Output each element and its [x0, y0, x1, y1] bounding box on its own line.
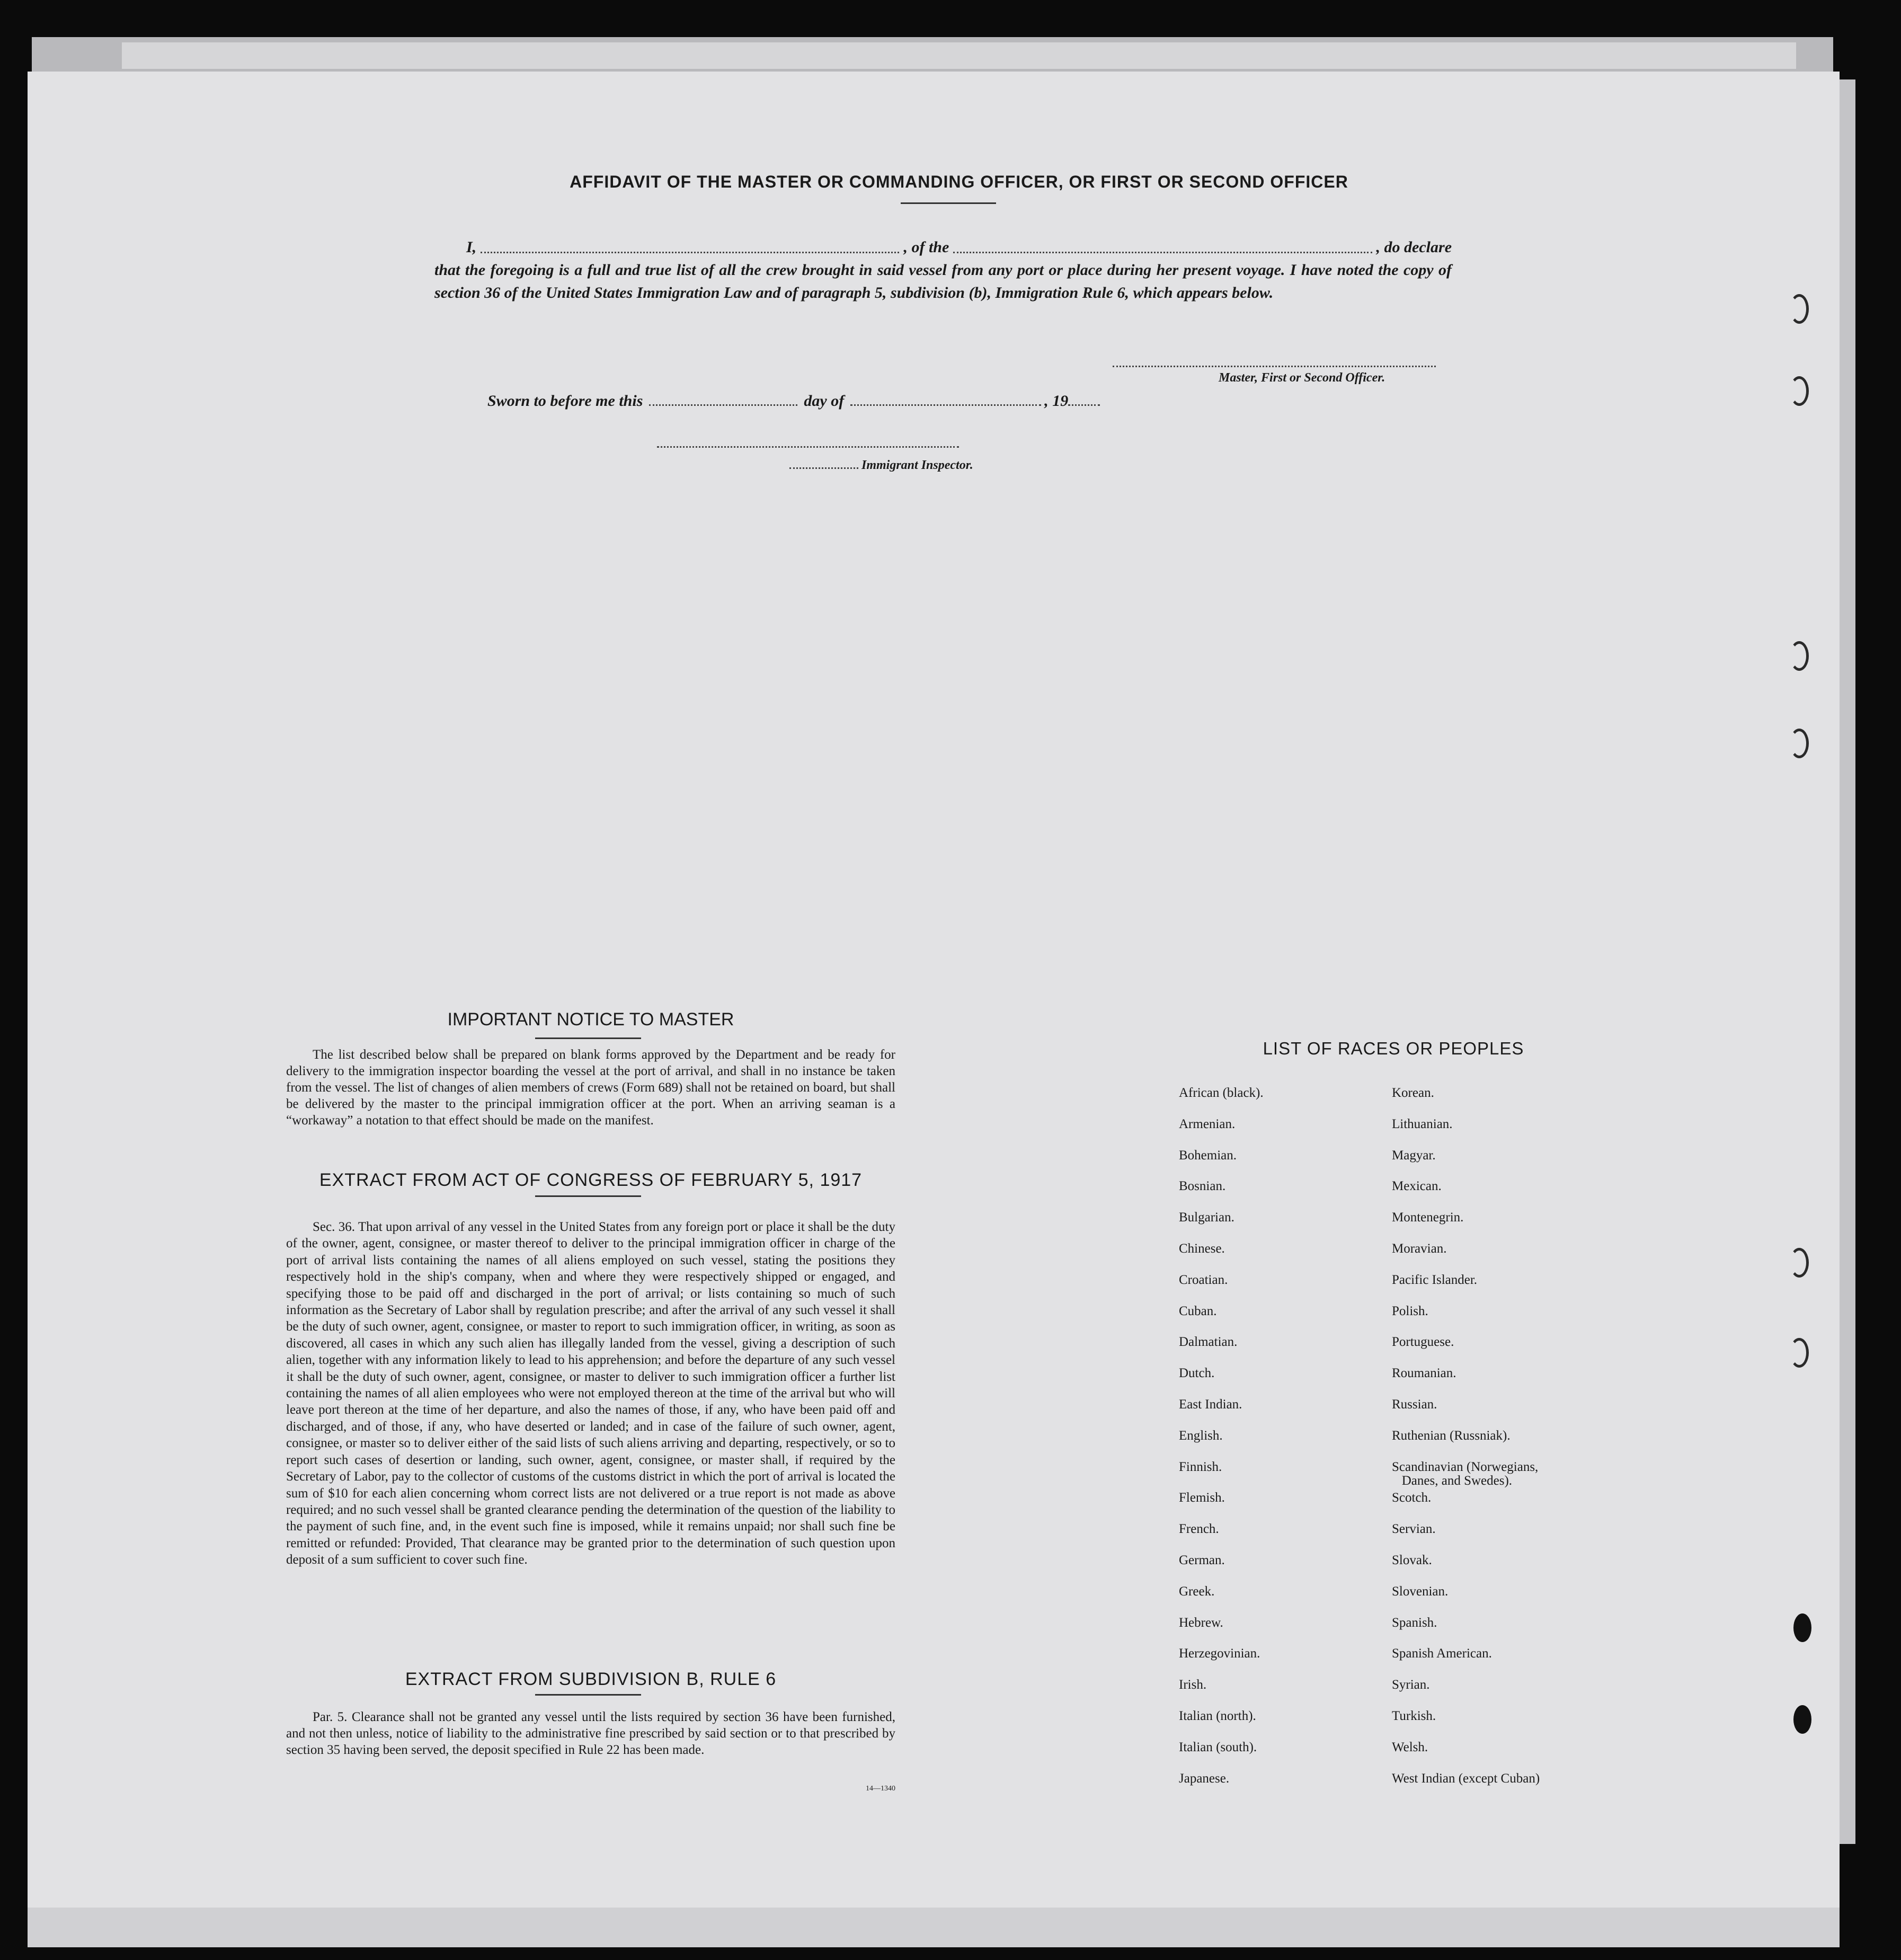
race-item: Spanish American.: [1392, 1646, 1492, 1661]
notice-rule: [535, 1037, 641, 1039]
race-item: Finnish.: [1179, 1459, 1222, 1474]
inspector-signature-line[interactable]: [657, 446, 959, 448]
form-number: 14—1340: [866, 1785, 895, 1793]
vessel-name-field[interactable]: [953, 251, 1372, 253]
race-item: Turkish.: [1392, 1708, 1436, 1723]
races-list-right: [1392, 1086, 1614, 1803]
race-item: Armenian.: [1179, 1116, 1236, 1131]
sworn-text: Sworn to before me this: [487, 392, 643, 410]
punch-hole: [1790, 641, 1809, 671]
race-item: Korean.: [1392, 1086, 1434, 1100]
races-heading: LIST OF RACES OR PEOPLES: [1263, 1039, 1524, 1058]
race-item: Pacific Islander.: [1392, 1272, 1478, 1287]
of-the-text: , of the: [903, 238, 949, 256]
race-item: Bohemian.: [1179, 1148, 1237, 1163]
race-item: Welsh.: [1392, 1740, 1428, 1754]
race-item: Italian (north).: [1179, 1708, 1256, 1723]
punch-hole-filled: [1793, 1705, 1811, 1734]
paragraph-5-text: Par. 5. Clearance shall not be granted any vessel until the lists required by section 36 have been furnished, and not then unless, notice of liability to the administrative fine prescribed by said section or to that prescribed by section 35 having been served, the deposit specified in Rule 22 has been made.: [286, 1710, 895, 1757]
punch-hole: [1790, 294, 1809, 324]
race-item: Lithuanian.: [1392, 1116, 1453, 1131]
race-item: Polish.: [1392, 1303, 1428, 1318]
notice-body: The list described below shall be prepared on blank forms approved by the Department and be ready for delivery to the immigration inspector boarding the vessel at the port of arrival, and shall in no instance be taken from the vessel. The list of changes of alien members of crews (Form 689) shall not be retained on board, but shall be delivered by the master to the principal immigration officer at the port. When an arriving seaman is a “workaway” a notation to that effect should be made on the manifest.: [286, 1048, 895, 1128]
race-item: Spanish.: [1392, 1615, 1437, 1630]
sworn-month-field[interactable]: [850, 404, 1041, 406]
page-bottom-shade: [28, 1908, 1840, 1947]
year-prefix: , 19: [1044, 392, 1069, 410]
race-item: Magyar.: [1392, 1148, 1436, 1163]
section-36-text: Sec. 36. That upon arrival of any vessel in the United States from any foreign port or place it shall be the duty of the owner, agent, consignee, or master thereof to deliver to the principal immigration officer in charge of the port of arrival lists containing the names of all aliens employed on such vessel, stating the positions they respectively hold in the ship's company, when and where they were respectively shipped or engaged, and specifying those to be paid off and discharged in the port of arrival; or lists containing so much of such information as the Secretary of Labor shall by regulation prescribe; and after the arrival of any such vessel it shall be the duty of such owner, agent, consignee, or master to report to such immigration officer, in writing, as soon as discovered, all cases in which any such alien has illegally landed from the vessel, giving a description of such alien, together with any information likely to lead to his apprehension; and before the departure of any such vessel it shall be the duty of such owner, agent, consignee, or master to deliver to such immigration officer a further list containing the names of all alien employees who were not employed thereon at the time of the arrival but who will leave port thereon at the time of her departure, and also the names of those, if any, who have been paid off and discharged, and of those, if any, who have deserted or landed; and in case of the failure of such owner, agent, consignee, or master so to deliver either of the said lists of such aliens arriving and departing, respectively, or so to report such cases of desertion or landing, such owner, agent, consignee, or master shall, if required by the Secretary of Labor, pay to the collector of customs of the customs district in which the port of arrival is located the sum of $10 for each alien concerning whom correct lists are not delivered or a true report is not made as above required; and no such vessel shall be granted clearance pending the determination of the question of the liability to the payment of such fine, and, in the event such fine is imposed, while it remains unpaid; nor shall such fine be remitted or refunded: Provided, That clearance may be granted prior to the determination of such question upon deposit of a sum sufficient to cover such fine.: [286, 1220, 895, 1567]
race-item: Hebrew.: [1179, 1615, 1223, 1630]
punch-hole-filled: [1793, 1613, 1811, 1642]
punch-hole: [1790, 1248, 1809, 1278]
race-item: Bosnian.: [1179, 1179, 1226, 1194]
race-item: Portuguese.: [1392, 1335, 1454, 1350]
declarant-name-field[interactable]: [481, 251, 899, 253]
race-item: Irish.: [1179, 1678, 1207, 1692]
race-item: French.: [1179, 1522, 1219, 1537]
race-item: Montenegrin.: [1392, 1210, 1464, 1225]
sworn-year-field[interactable]: [1068, 404, 1100, 406]
affidavit-body: [434, 236, 1452, 304]
race-item: Japanese.: [1179, 1771, 1230, 1786]
race-item: Servian.: [1392, 1522, 1436, 1537]
race-item: Croatian.: [1179, 1272, 1228, 1287]
day-of-text: day of: [804, 392, 845, 410]
race-item: Ruthenian (Russniak).: [1392, 1428, 1511, 1443]
races-list-left: [1179, 1086, 1401, 1803]
act-extract-heading: EXTRACT FROM ACT OF CONGRESS OF FEBRUARY 5, 1917: [319, 1170, 863, 1190]
race-item: Slovenian.: [1392, 1584, 1449, 1599]
act-extract-rule: [535, 1195, 641, 1197]
top-sheet-edge: [122, 42, 1796, 69]
inspector-label-row: [789, 458, 1054, 473]
race-item: German.: [1179, 1553, 1225, 1567]
race-item: Dalmatian.: [1179, 1335, 1238, 1350]
race-item: Greek.: [1179, 1584, 1215, 1599]
inspector-dots: [789, 467, 858, 469]
race-item: African (black).: [1179, 1086, 1264, 1100]
punch-hole: [1790, 376, 1809, 406]
race-item: Russian.: [1392, 1397, 1437, 1412]
race-item: Italian (south).: [1179, 1740, 1257, 1754]
race-item: Mexican.: [1392, 1179, 1442, 1194]
title-rule: [901, 202, 996, 204]
punch-hole: [1790, 729, 1809, 758]
race-item: Roumanian.: [1392, 1366, 1456, 1381]
race-item: Flemish.: [1179, 1491, 1225, 1505]
notice-heading: IMPORTANT NOTICE TO MASTER: [447, 1009, 734, 1030]
inspector-label: Immigrant Inspector.: [861, 458, 973, 472]
do-declare-text: , do declare: [1376, 238, 1452, 256]
race-item: Slovak.: [1392, 1553, 1432, 1567]
race-item: East Indian.: [1179, 1397, 1242, 1412]
declarant-line: [434, 236, 1452, 259]
race-item: Syrian.: [1392, 1678, 1430, 1692]
race-item: West Indian (except Cuban): [1392, 1771, 1540, 1786]
sworn-line: [487, 392, 1155, 410]
race-item: Cuban.: [1179, 1303, 1217, 1318]
rule-extract-rule: [535, 1694, 641, 1696]
page-right-edge: [1840, 79, 1855, 1844]
race-item: Scandinavian (Norwegians, Danes, and Swedes).: [1392, 1459, 1539, 1488]
race-item: Chinese.: [1179, 1241, 1225, 1256]
declarant-prefix: I,: [466, 238, 477, 256]
sworn-day-field[interactable]: [649, 404, 797, 406]
race-item: Moravian.: [1392, 1241, 1447, 1256]
punch-hole: [1790, 1338, 1809, 1368]
signature-line[interactable]: [1113, 366, 1436, 367]
race-item: English.: [1179, 1428, 1223, 1443]
race-item: Herzegovinian.: [1179, 1646, 1260, 1661]
race-item: Dutch.: [1179, 1366, 1215, 1381]
race-item: Scotch.: [1392, 1491, 1432, 1505]
signature-label: Master, First or Second Officer.: [1219, 371, 1385, 385]
race-item: Bulgarian.: [1179, 1210, 1234, 1225]
affidavit-title: AFFIDAVIT OF THE MASTER OR COMMANDING OFFICER, OR FIRST OR SECOND OFFICER: [570, 172, 1348, 191]
rule-extract-heading: EXTRACT FROM SUBDIVISION B, RULE 6: [405, 1669, 777, 1689]
affidavit-statement: that the foregoing is a full and true list of all the crew brought in said vessel from any port or place during her present voyage. I have noted the copy of section 36 of the United States Immigration Law and of paragraph 5, subdivision (b), Immigration Rule 6, which appears below.: [434, 261, 1452, 301]
